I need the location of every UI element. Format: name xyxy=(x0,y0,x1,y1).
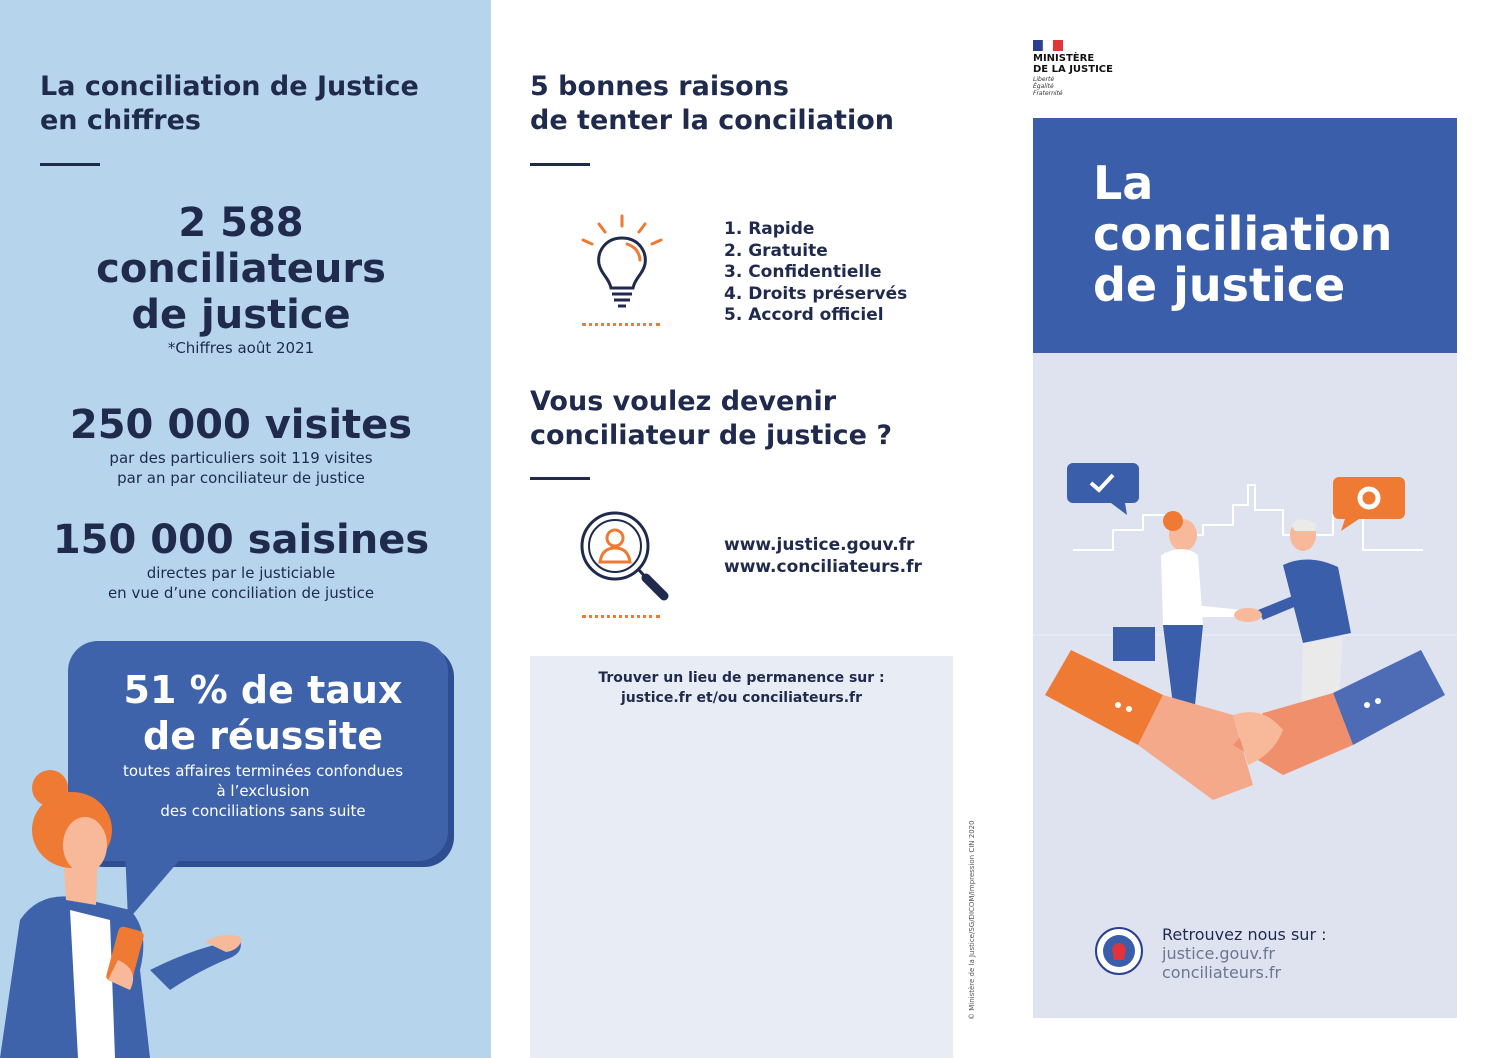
stat-saisines xyxy=(0,517,482,603)
find-us-label: Retrouvez nous sur : xyxy=(1162,925,1327,944)
cover-title xyxy=(1093,158,1392,311)
motto xyxy=(1033,76,1063,97)
motto-liberte: Liberté xyxy=(1033,76,1055,83)
motto-egalite: Égalité xyxy=(1033,83,1054,90)
permanence-box xyxy=(530,656,953,1058)
ministry-line2: DE LA JUSTICE xyxy=(1033,64,1113,75)
links-dotted-line xyxy=(582,615,660,618)
become-heading-line1: Vous voulez devenir xyxy=(530,386,837,417)
list-item: 5. Accord officiel xyxy=(724,305,884,325)
cover-title-line1: La xyxy=(1093,156,1154,210)
reasons-rule xyxy=(530,163,590,166)
stat-conciliateurs-label2: de justice xyxy=(131,292,351,338)
stat-visites-note1: par des particuliers soit 119 visites xyxy=(109,449,373,467)
stat-saisines-note2: en vue d’une conciliation de justice xyxy=(107,584,375,602)
success-rate-note3: des conciliations sans suite xyxy=(160,802,366,820)
reasons-dotted-line xyxy=(582,323,660,326)
stats-heading xyxy=(40,70,419,138)
woman-phone-illustration xyxy=(0,770,260,1058)
stats-heading-line2: en chiffres xyxy=(40,105,201,136)
find-us-link-conciliateurs[interactable]: conciliateurs.fr xyxy=(1162,963,1282,982)
link-justice-gouv[interactable]: www.justice.gouv.fr xyxy=(724,535,915,555)
stat-visites xyxy=(0,402,482,488)
become-heading xyxy=(530,385,892,453)
cover-title-line3: de justice xyxy=(1093,258,1346,312)
reasons-heading-line1: 5 bonnes raisons xyxy=(530,71,789,102)
success-rate-line1: 51 % de taux xyxy=(123,668,403,712)
ministry-name xyxy=(1033,53,1113,75)
list-item: 1. Rapide xyxy=(724,219,815,239)
stat-conciliateurs-label1: conciliateurs xyxy=(96,246,386,292)
stat-visites-title: 250 000 visites xyxy=(69,402,413,448)
stat-conciliateurs-number: 2 588 xyxy=(178,200,304,246)
cover-title-line2: conciliation xyxy=(1093,207,1393,261)
motto-fraternite: Fraternité xyxy=(1033,90,1063,97)
print-credit: © Ministère de la Justice/SG/DICOM/Impression CIN 2020 xyxy=(968,820,976,1020)
reasons-list xyxy=(724,219,907,327)
link-conciliateurs[interactable]: www.conciliateurs.fr xyxy=(724,556,922,577)
stats-heading-line1: La conciliation de Justice xyxy=(40,71,419,102)
become-rule xyxy=(530,477,590,480)
permanence-text xyxy=(530,668,953,708)
heading-rule xyxy=(40,163,100,166)
find-us-link-justice[interactable]: justice.gouv.fr xyxy=(1162,944,1275,963)
statistics-panel xyxy=(0,0,491,1058)
find-us-block xyxy=(1162,925,1327,982)
stat-visites-note2: par an par conciliateur de justice xyxy=(117,469,365,487)
reasons-heading xyxy=(530,70,894,138)
magnifier-person-icon xyxy=(578,510,673,602)
handshake-illustration xyxy=(1033,455,1457,835)
conciliateurs-badge-icon xyxy=(1094,926,1144,976)
permanence-line1: Trouver un lieu de permanence sur : xyxy=(598,670,885,686)
marianne-logo-icon xyxy=(1033,40,1063,51)
lightbulb-icon xyxy=(577,212,667,312)
list-item: 4. Droits préservés xyxy=(724,283,908,304)
cover-title-block xyxy=(1033,118,1457,353)
success-rate-line2: de réussite xyxy=(143,714,383,758)
list-item: 3. Confidentielle xyxy=(724,262,882,282)
stat-saisines-title: 150 000 saisines xyxy=(52,517,430,563)
success-rate-title xyxy=(68,667,458,759)
permanence-line2: justice.fr et/ou conciliateurs.fr xyxy=(620,690,863,706)
links-block xyxy=(724,535,922,578)
stat-date-note: *Chiffres août 2021 xyxy=(167,339,315,357)
reasons-heading-line2: de tenter la conciliation xyxy=(530,105,894,136)
success-rate-note1: toutes affaires terminées confondues xyxy=(122,762,404,780)
stat-saisines-note1: directes par le justiciable xyxy=(146,564,336,582)
stat-conciliateurs xyxy=(0,200,482,358)
list-item: 2. Gratuite xyxy=(724,240,828,261)
ministry-line1: MINISTÈRE xyxy=(1033,53,1095,64)
become-heading-line2: conciliateur de justice ? xyxy=(530,420,893,451)
success-rate-note2: à l’exclusion xyxy=(216,782,310,800)
